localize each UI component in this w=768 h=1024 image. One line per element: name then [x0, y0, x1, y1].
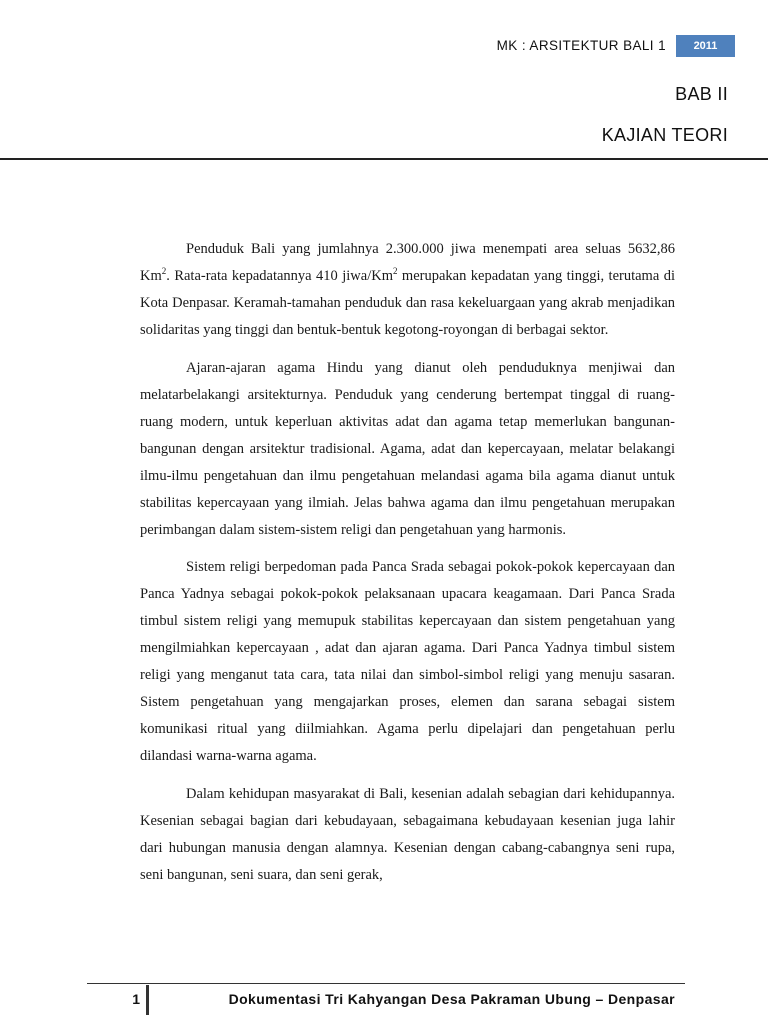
page-number: 1: [132, 991, 140, 1007]
body-text: [140, 236, 675, 899]
running-header-course: MK : ARSITEKTUR BALI 1: [496, 38, 666, 53]
paragraph-2: Ajaran-ajaran agama Hindu yang dianut oleh penduduknya menjiwai dan melatarbelakangi arsitekturnya. Penduduk yang cenderung bertempat tinggal di ruang-ruang modern, untuk keperluan aktivitas adat dan agama tetap memerlukan bangunan-bangunan dengan arsitektur tradisional. Agama, adat dan kepercayaan, melatar belakangi ilmu-ilmu pengetahuan dan ilmu pengetahuan melandasi agama bila agama dianut untuk stabilitas kepercayaan yang ilmiah. Jelas bahwa agama dan ilmu pengetahuan merupakan perimbangan dalam sistem-sistem religi dan pengetahuan yang harmonis.: [140, 359, 675, 538]
chapter-number: BAB II: [675, 84, 728, 104]
page-number-separator: [146, 985, 149, 1015]
paragraph-3: Sistem religi berpedoman pada Panca Srada sebagai pokok-pokok kepercayaan dan Panca Yadnya sebagai pokok-pokok pelaksanaan upacara keagamaan. Dari Panca Srada timbul sistem religi yang memupuk stabilitas kepercayaan dan sistem pengetahuan yang mengilmiahkan kepercayaan , adat dan ajaran agama. Dari Panca Yadnya timbul sistem religi yang menganut tata cara, tata nilai dan simbol-simbol religi yang menuju sasaran. Sistem pengetahuan yang mengajarkan proses, elemen dan sarana sebagai sistem komunikasi ritual yang diilmiahkan. Agama perlu dipelajari dan pengetahuan perlu dilandasi warna-warna agama.: [140, 559, 675, 764]
superscript-2: 2: [392, 266, 398, 276]
paragraph-1: [140, 236, 675, 344]
header-divider: [0, 158, 768, 160]
running-footer-title: Dokumentasi Tri Kahyangan Desa Pakraman Ubung – Denpasar: [228, 991, 675, 1007]
paragraph-1-part-c: merupakan kepadatan yang tinggi, terutama di Kota Denpasar. Keramah-tamahan penduduk dan rasa kekeluargaan yang akrab menjadikan solidaritas yang tinggi dan bentuk-bentuk kegotong-royongan di berbagai sektor.: [140, 268, 675, 338]
chapter-title: KAJIAN TEORI: [601, 125, 728, 145]
paragraph-1-part-b: . Rata-rata kepadatannya 410 jiwa/Km: [166, 268, 393, 284]
superscript-2: 2: [161, 266, 167, 276]
year-badge: 2011: [676, 35, 735, 57]
footer-divider: [87, 983, 685, 984]
paragraph-4: Dalam kehidupan masyarakat di Bali, kesenian adalah sebagian dari kehidupannya. Kesenian sebagai bagian dari kebudayaan, sebagaimana kebudayaan kesenian juga lahir dari hubungan manusia dengan alamnya. Kesenian dengan cabang-cabangnya seni rupa, seni bangunan, seni suara, dan seni gerak,: [140, 785, 675, 883]
paragraph-1-part-a: Penduduk Bali yang jumlahnya 2.300.000 jiwa menempati area seluas 5632,86 Km: [140, 241, 675, 284]
